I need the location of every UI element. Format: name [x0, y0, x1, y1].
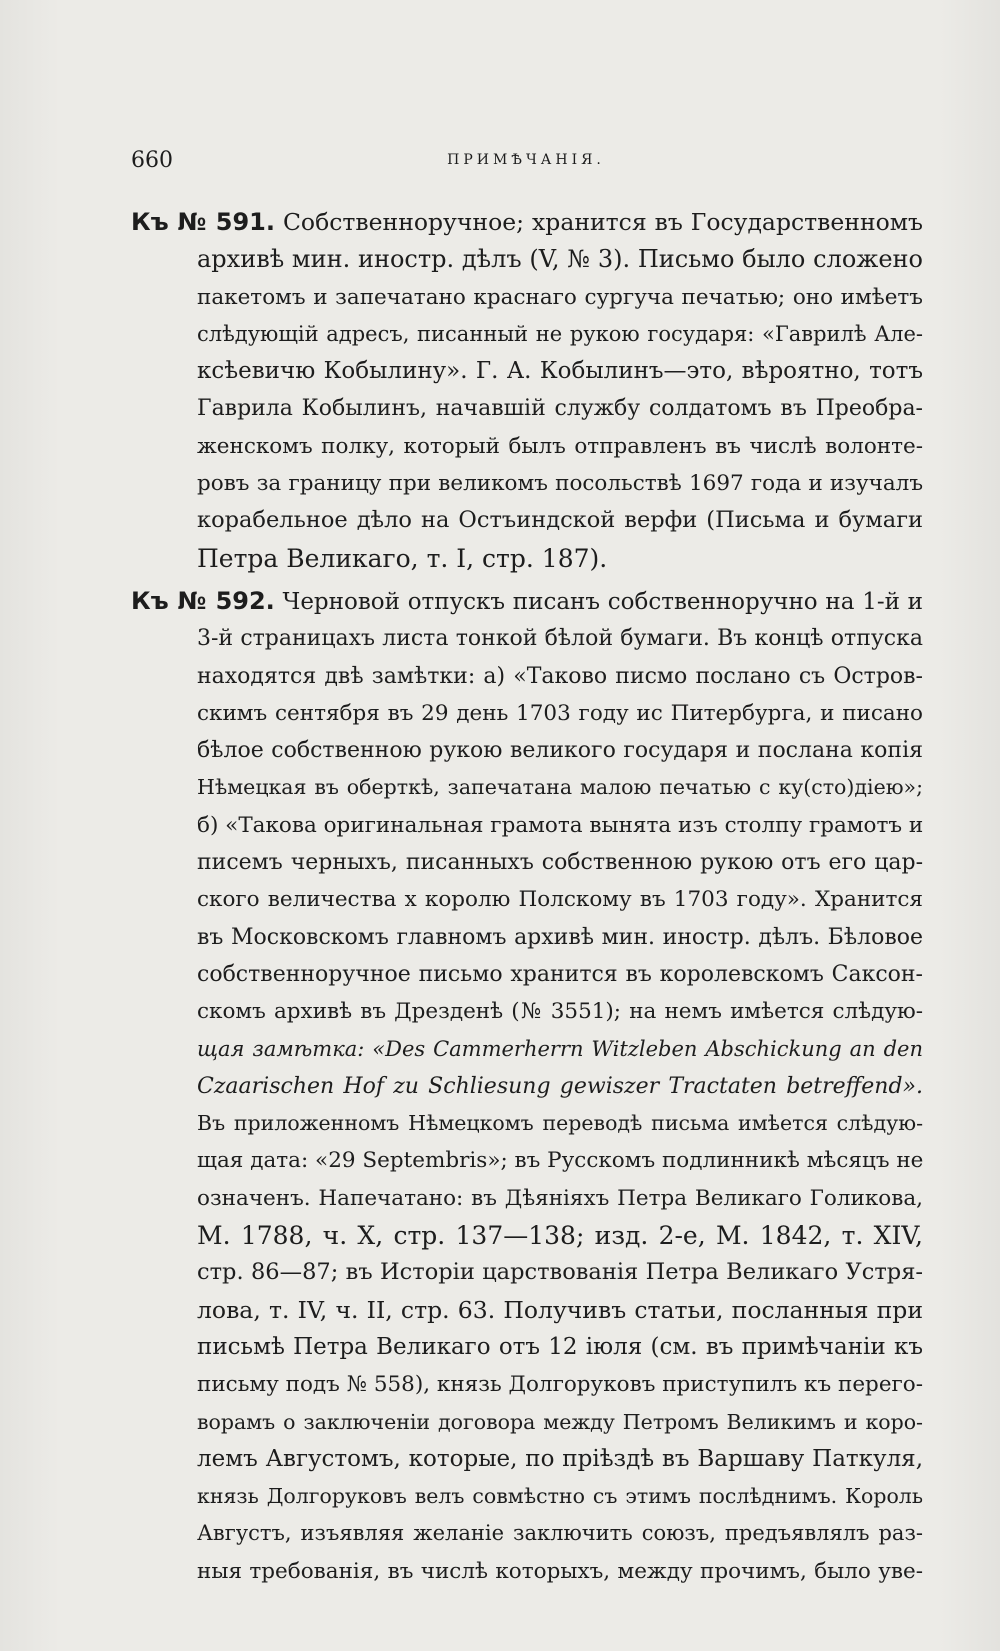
note-592 — [131, 583, 923, 1590]
text-line: пакетомъ и запечатано краснаго сургуча печатью; оно имѣетъ — [197, 284, 923, 310]
text-line: женскомъ полку, который былъ отправленъ въ числѣ волонте- — [197, 433, 923, 459]
text-line: Августъ, изъявляя желаніе заключить союзъ, предъявлялъ раз- — [197, 1521, 923, 1546]
text-line: скомъ архивѣ въ Дрезденѣ (№ 3551); на немъ имѣется слѣдую- — [197, 999, 923, 1025]
text-line: князь Долгоруковъ велъ совмѣстно съ этимъ послѣднимъ. Король — [197, 1484, 923, 1509]
text-line: собственноручное письмо хранится въ королевскомъ Саксон- — [197, 961, 923, 987]
page-header — [131, 148, 921, 188]
text-line: архивѣ мин. иностр. дѣлъ (V, № 3). Письмо было сложено — [197, 245, 923, 274]
text-line: ского величества х королю Полскому въ 1703 году». Хранится — [197, 887, 923, 913]
text-line: Нѣмецкая въ оберткѣ, запечатана малою печатью с ку(сто)діею»; — [197, 775, 923, 800]
text-line: М. 1788, ч. X, стр. 137—138; изд. 2-е, М. 1842, т. XIV, — [197, 1221, 923, 1251]
text-line: означенъ. Напечатано: въ Дѣяніяхъ Петра Великаго Голикова, — [197, 1185, 923, 1211]
text-line: письму подъ № 558), князь Долгоруковъ приступилъ къ перего- — [197, 1372, 924, 1398]
text-line: находятся двѣ замѣтки: а) «Таково писмо послано съ Остров- — [197, 663, 923, 689]
text-line: Гаврила Кобылинъ, начавшій службу солдатомъ въ Преобра- — [197, 396, 923, 422]
note-591 — [131, 204, 923, 577]
text-line: ворамъ о заключеніи договора между Петромъ Великимъ и коро- — [197, 1409, 923, 1434]
text-line: Czaarischen Hof zu Schliesung gewiszer Tractaten betreffend». — [197, 1073, 923, 1099]
page-number: 660 — [131, 148, 173, 173]
note-label: Къ № 592. — [131, 586, 275, 615]
text-line: 3-й страницахъ листа тонкой бѣлой бумаги. Въ концѣ отпуска — [197, 626, 923, 652]
text-line: слѣдующій адресъ, писанный не рукою государя: «Гаврилѣ Але- — [197, 321, 923, 346]
text-line: щая дата: «29 Septembris»; въ Русскомъ подлинникѣ мѣсяцъ не — [197, 1148, 924, 1174]
text-line: Къ № 591. Собственноручное; хранится въ Государственномъ — [131, 208, 923, 236]
text-line: ныя требованія, въ числѣ которыхъ, между прочимъ, было уве- — [197, 1558, 923, 1584]
running-title: ПРИМѢЧАНІЯ. — [447, 152, 605, 168]
text-line: ксѣевичю Кобылину». Г. А. Кобылинъ—это, вѣроятно, тотъ — [197, 358, 923, 385]
text-line: въ Московскомъ главномъ архивѣ мин. иностр. дѣлъ. Бѣловое — [197, 924, 923, 950]
text-line: ровъ за границу при великомъ посольствѣ 1697 года и изучалъ — [197, 471, 923, 497]
text-line: Къ № 592. Черновой отпускъ писанъ собственноручно на 1-й и — [131, 586, 924, 615]
text-line: лемъ Августомъ, которые, по пріѣздѣ въ Варшаву Паткуля, — [197, 1445, 923, 1472]
text-line: бѣлое собственною рукою великого государя и послана копія — [197, 738, 923, 764]
text-line: Въ приложенномъ Нѣмецкомъ переводѣ письма имѣется слѣдую- — [197, 1111, 923, 1136]
text-line: скимъ сентября въ 29 день 1703 году ис Питербурга, и писано — [197, 700, 923, 726]
notes-text — [131, 204, 923, 1596]
text-line: писемъ черныхъ, писанныхъ собственною рукою отъ его цар- — [197, 850, 923, 876]
text-line: письмѣ Петра Великаго отъ 12 іюля (см. въ примѣчаніи къ — [197, 1333, 923, 1360]
text-line: корабельное дѣло на Остъиндской верфи (Письма и бумаги — [197, 507, 923, 534]
text-line: лова, т. IV, ч. II, стр. 63. Получивъ статьи, посланныя при — [197, 1295, 923, 1324]
note-label: Къ № 591. — [131, 208, 275, 236]
text-line: Петра Великаго, т. I, стр. 187). — [197, 543, 608, 573]
text-line: щая замѣтка: «Des Cammerherrn Witzleben Abschickung an den — [197, 1036, 923, 1061]
text-line: стр. 86—87; въ Исторіи царствованія Петра Великаго Устря- — [197, 1259, 923, 1286]
text-line: б) «Такова оригинальная грамота вынята изъ столпу грамотъ и — [197, 812, 924, 838]
